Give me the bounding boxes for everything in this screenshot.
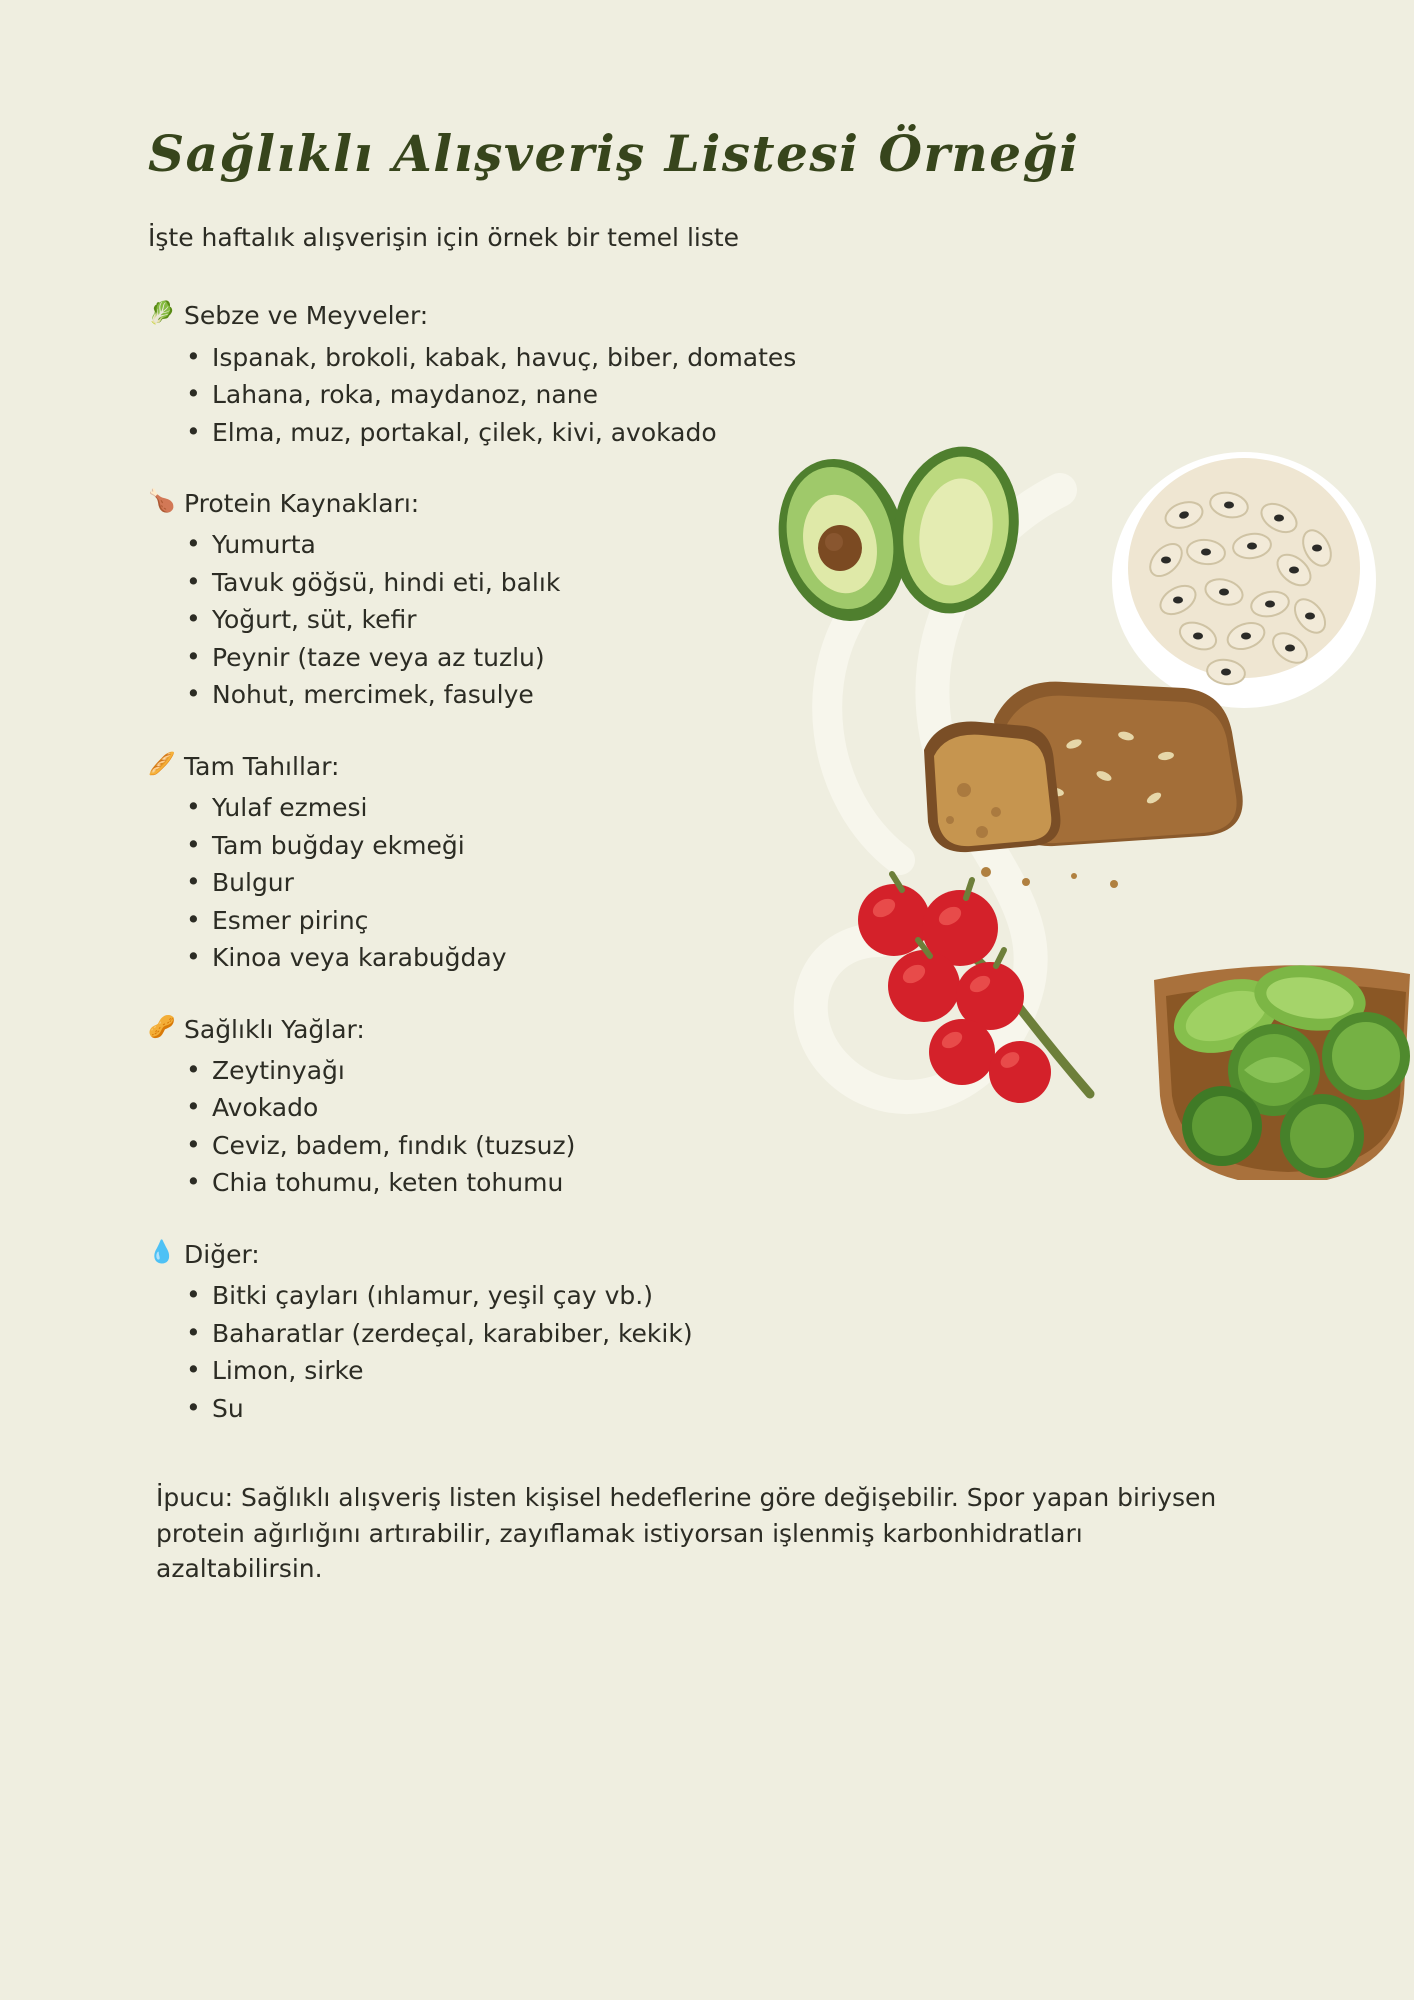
list-item: • Tam buğday ekmeği bbox=[184, 829, 830, 864]
list-item: • Elma, muz, portakal, çilek, kivi, avokado bbox=[184, 416, 830, 451]
list-item: • Ispanak, brokoli, kabak, havuç, biber, domates bbox=[184, 341, 830, 376]
list-item: • Nohut, mercimek, fasulye bbox=[184, 678, 830, 713]
list-item: • Tavuk göğsü, hindi eti, balık bbox=[184, 566, 830, 601]
section-item-list bbox=[148, 791, 830, 976]
poultry-leg-icon: 🍗 bbox=[148, 489, 176, 514]
section-protein-sources bbox=[148, 488, 830, 713]
section-heading bbox=[148, 1239, 830, 1270]
list-item: • Bitki çayları (ıhlamur, yeşil çay vb.) bbox=[184, 1279, 830, 1314]
list-item: • Esmer pirinç bbox=[184, 904, 830, 939]
section-item-list bbox=[148, 1054, 830, 1201]
food-illustration-group bbox=[774, 420, 1414, 1180]
section-heading-label: Protein Kaynakları: bbox=[184, 489, 420, 518]
list-item: • Chia tohumu, keten tohumu bbox=[184, 1166, 830, 1201]
list-item: • Bulgur bbox=[184, 866, 830, 901]
water-droplet-icon: 💧 bbox=[148, 1239, 176, 1265]
cherry-tomatoes-on-vine-illustration bbox=[858, 874, 1090, 1103]
list-item: • Yoğurt, süt, kefir bbox=[184, 603, 830, 638]
list-item: • Yulaf ezmesi bbox=[184, 791, 830, 826]
list-item: • Baharatlar (zerdeçal, karabiber, kekik) bbox=[184, 1317, 830, 1352]
section-other bbox=[148, 1239, 830, 1426]
list-item: • Kinoa veya karabuğday bbox=[184, 941, 830, 976]
list-item: • Zeytinyağı bbox=[184, 1054, 830, 1089]
section-heading-label: Sebze ve Meyveler: bbox=[184, 301, 429, 331]
section-heading bbox=[148, 300, 830, 331]
section-heading-label: Sağlıklı Yağlar: bbox=[184, 1014, 365, 1044]
section-heading-label: Diğer: bbox=[184, 1239, 260, 1269]
section-healthy-fats bbox=[148, 1014, 830, 1201]
list-item: • Peynir (taze veya az tuzlu) bbox=[184, 641, 830, 676]
list-item: • Ceviz, badem, fındık (tuzsuz) bbox=[184, 1129, 830, 1164]
whole-grain-bread-illustration bbox=[924, 682, 1243, 888]
list-item: • Lahana, roka, maydanoz, nane bbox=[184, 378, 830, 413]
list-item: • Su bbox=[184, 1392, 830, 1427]
list-item: • Avokado bbox=[184, 1091, 830, 1126]
leafy-green-icon: 🥬 bbox=[148, 301, 176, 327]
section-heading-label: Tam Tahıllar: bbox=[184, 751, 340, 781]
bowl-of-black-eyed-peas-illustration bbox=[1112, 452, 1376, 708]
bowl-of-brussels-sprouts-illustration bbox=[1154, 959, 1410, 1180]
peanuts-icon: 🥜 bbox=[148, 1014, 176, 1040]
intro-text: İşte haftalık alışverişin için örnek bir temel liste bbox=[148, 222, 740, 252]
section-item-list bbox=[148, 341, 830, 451]
section-heading bbox=[148, 751, 830, 782]
list-item: • Limon, sirke bbox=[184, 1354, 830, 1389]
section-heading bbox=[148, 1014, 830, 1045]
section-heading bbox=[148, 488, 830, 519]
page-title: Sağlıklı Alışveriş Listesi Örneği bbox=[148, 124, 1080, 183]
section-item-list bbox=[148, 1279, 830, 1426]
bread-baguette-icon: 🥖 bbox=[148, 751, 176, 777]
tip-text: İpucu: Sağlıklı alışveriş listen kişisel hedeflerine göre değişebilir. Spor yapan biriysen protein ağırlığını artırabilir, zayıflamak istiyorsan işlenmiş karbonhidratları azaltabilirsin. bbox=[156, 1483, 1217, 1583]
section-item-list bbox=[148, 528, 830, 713]
section-whole-grains bbox=[148, 751, 830, 976]
list-item: • Yumurta bbox=[184, 528, 830, 563]
section-vegetables-fruits bbox=[148, 300, 830, 450]
